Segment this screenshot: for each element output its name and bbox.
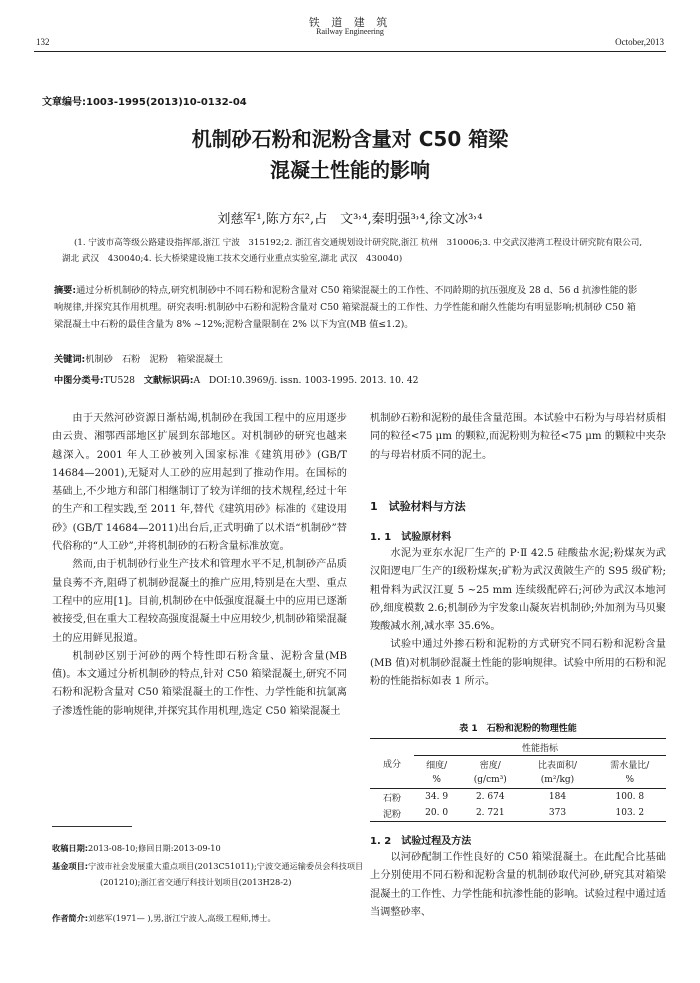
abstract-text: 通过分析机制砂的特点,研究机制砂中不同石粉和泥粉含量对 C50 箱梁混凝土的工作性、不同龄期的抗压强度及 28 d、56 d 抗渗性能的影响规律,并探究其作用机理。研究表明:机制砂中石粉和泥粉含量对 C50 箱梁混凝土的工作性、力学性能和耐久性能均有明显影响;机制砂 C50 箱梁混凝土中石粉的最佳含量为 8% ~12%;泥粉含量限制在 2% 以下为宜(MB 值≤1.2)。 — [54, 285, 638, 330]
unit-fineness: % — [432, 775, 441, 785]
cell: 100. 8 — [615, 792, 645, 802]
materials-paragraph: 水泥为亚东水泥厂生产的 P·Ⅱ 42.5 硅酸盐水泥;粉煤灰为武汉阳逻电厂生产的Ⅰ级粉煤灰;矿粉为武汉黄陂生产的 S95 级矿粉;粗骨料为武汉江夏 5 ~25 mm 连续级配碎石;河砂为武汉本地河砂,细度模数 2.6;机制砂为宇发象山凝灰岩机制砂;外加剂为马贝聚羧酸减水剂,减水率 35.6%。 — [370, 548, 666, 633]
author-bio-text: 刘慈军(1971— ),男,浙江宁波人,高级工程师,博士。 — [88, 913, 276, 923]
table-row — [370, 805, 666, 822]
header-surface-area: 比表面积/ — [537, 760, 578, 771]
component-header: 成分 — [382, 760, 401, 770]
table-row — [370, 789, 666, 806]
footnote-rule — [52, 826, 132, 827]
group-header: 性能指标 — [414, 739, 666, 756]
cell: 20. 0 — [425, 808, 449, 818]
unit-surface-area: (m²/kg) — [540, 775, 575, 785]
left-column — [52, 410, 347, 721]
author-bio-label: 作者简介: — [52, 913, 89, 923]
doc-code-value: A — [193, 375, 201, 386]
table-1 — [370, 738, 666, 822]
materials-text — [370, 545, 666, 691]
header-density: 密度/ — [479, 760, 501, 771]
keywords — [54, 351, 223, 365]
authors: 刘慈军¹,陈方东²,占 文³˒⁴,秦明强³˒⁴,徐文冰³˒⁴ — [217, 212, 483, 227]
cell: 2. 674 — [475, 792, 505, 802]
cell: 2. 721 — [475, 808, 505, 818]
fund-label: 基金项目: — [52, 861, 89, 871]
keywords-label: 关键词: — [54, 354, 86, 365]
header-water-demand: 需水量比/ — [610, 760, 650, 771]
abstract-label: 摘要: — [54, 285, 77, 296]
footnote-fund — [52, 858, 395, 890]
article-number: 文章编号:1003-1995(2013)10-0132-04 — [42, 97, 247, 108]
journal-title-cn: 铁 道 建 筑 — [308, 16, 392, 29]
classification-line — [54, 372, 419, 386]
subsection-1-1-heading: 1. 1 试验原材料 — [370, 532, 452, 543]
method-paragraph: 试验中通过外掺石粉和泥粉的方式研究不同石粉和泥粉含量(MB 值)对机制砂混凝土性能的影响规律。试验中所用的石粉和泥粉的性能指标如表 1 所示。 — [370, 639, 666, 688]
procedure-paragraph: 以河砂配制工作性良好的 C50 箱梁混凝土。在此配合比基础上分别使用不同石粉和泥粉含量的机制砂取代河砂,研究其对箱梁混凝土的工作性、力学性能和抗渗性能的影响。试验过程中通过适当调整砂率、 — [370, 852, 666, 918]
right-paragraph-0: 机制砂石粉和泥粉的最佳含量范围。本试验中石粉为与母岩材质相同的粒径<75 μm 的颗粒,而泥粉则为粒径<75 μm 的颗粒中夹杂的与母岩材质不同的泥土。 — [370, 413, 666, 461]
title-line-1: 机制砂石粉和泥粉含量对 C50 箱梁 — [191, 127, 509, 151]
cell: 石粉 — [382, 793, 401, 804]
clc-value: TU528 — [103, 375, 136, 386]
unit-water-demand: % — [625, 775, 635, 785]
issue-date: October,2013 — [615, 37, 664, 47]
affiliations: (1. 宁波市高等级公路建设指挥部,浙江 宁波 315192;2. 浙江省交通规划设计研究院,浙江 杭州 310006;3. 中交武汉港湾工程设计研究院有限公司,湖北 武汉 430040;4. 长大桥梁建设施工技术交通行业重点实验室,湖北 武汉 430040) — [62, 238, 643, 264]
section-1-heading: 1 试验材料与方法 — [370, 500, 466, 513]
unit-density: (g/cm³) — [473, 775, 507, 785]
cell: 泥粉 — [382, 809, 401, 820]
clc-label: 中图分类号: — [54, 375, 104, 386]
cell: 373 — [548, 808, 567, 818]
cell: 34. 9 — [425, 792, 449, 802]
cell: 184 — [548, 792, 567, 802]
fund-text: 宁波市社会发展重大重点项目(2013C51011);宁波交通运输委员会科技项目(201210);浙江省交通厅科技计划项目(2013H28-2) — [88, 861, 364, 887]
page-number: 132 — [36, 37, 50, 47]
header-rule — [34, 51, 666, 52]
keywords-text: 机制砂 石粉 泥粉 箱梁混凝土 — [85, 354, 224, 365]
table-1-caption: 表 1 石粉和泥粉的物理性能 — [459, 724, 577, 734]
subsection-1-2-heading: 1. 2 试验过程及方法 — [370, 836, 472, 847]
doc-code-label: 文献标识码: — [143, 375, 194, 386]
intro-paragraph-2: 然而,由于机制砂行业生产技术和管理水平不足,机制砂产品质量良莠不齐,阻碍了机制砂混凝土的推广应用,特别是在大型、重点工程中的应用[1]。目前,机制砂在中低强度混凝土中的应用已逐渐被接受,但在重大工程较高强度混凝土中应用较少,机制砂箱梁混凝土的应用鲜见报道。 — [52, 559, 347, 644]
journal-title-en: Railway Engineering — [316, 27, 384, 36]
intro-paragraph-3: 机制砂区别于河砂的两个特性即石粉含量、泥粉含量(MB 值)。本文通过分析机制砂的特点,针对 C50 箱梁混凝土,研究不同石粉和泥粉含量对 C50 箱梁混凝土的工作性、力学性能和抗氯离子渗透性能的影响规律,并探究其作用机理,选定 C50 箱梁混凝土 — [52, 650, 347, 717]
footnote-dates — [52, 840, 347, 856]
received-label: 收稿日期: — [52, 843, 89, 853]
procedure-text — [370, 849, 666, 922]
title-line-2: 混凝土性能的影响 — [270, 158, 430, 182]
abstract — [54, 282, 644, 333]
header-fineness: 细度/ — [426, 760, 448, 771]
right-intro — [370, 410, 666, 500]
doi: DOI:10.3969/j. issn. 1003-1995. 2013. 10. 42 — [208, 375, 419, 386]
received-text: 2013-08-10;修回日期:2013-09-10 — [88, 843, 221, 853]
intro-paragraph-1: 由于天然河砂资源日渐枯竭,机制砂在我国工程中的应用逐步由云贵、湘鄂西部地区扩展到东部地区。对机制砂的研究也越来越深入。2001 年人工砂被列入国家标准《建筑用砂》(GB/T 14684—2001),无疑对人工砂的应用起到了推动作用。在国标的基础上,不少地方和部门相继制订了较为详细的技术规程,经过十年的生产和工程实践,至 2011 年,替代《建筑用砂》标准的《建设用砂》(GB/T 14684—2011)出台后,正式明确了以术语“机制砂”替代俗称的“人工砂”,并将机制砂的石粉含量标准放宽。 — [52, 413, 347, 553]
cell: 103. 2 — [615, 808, 645, 818]
footnote-author — [52, 910, 347, 926]
